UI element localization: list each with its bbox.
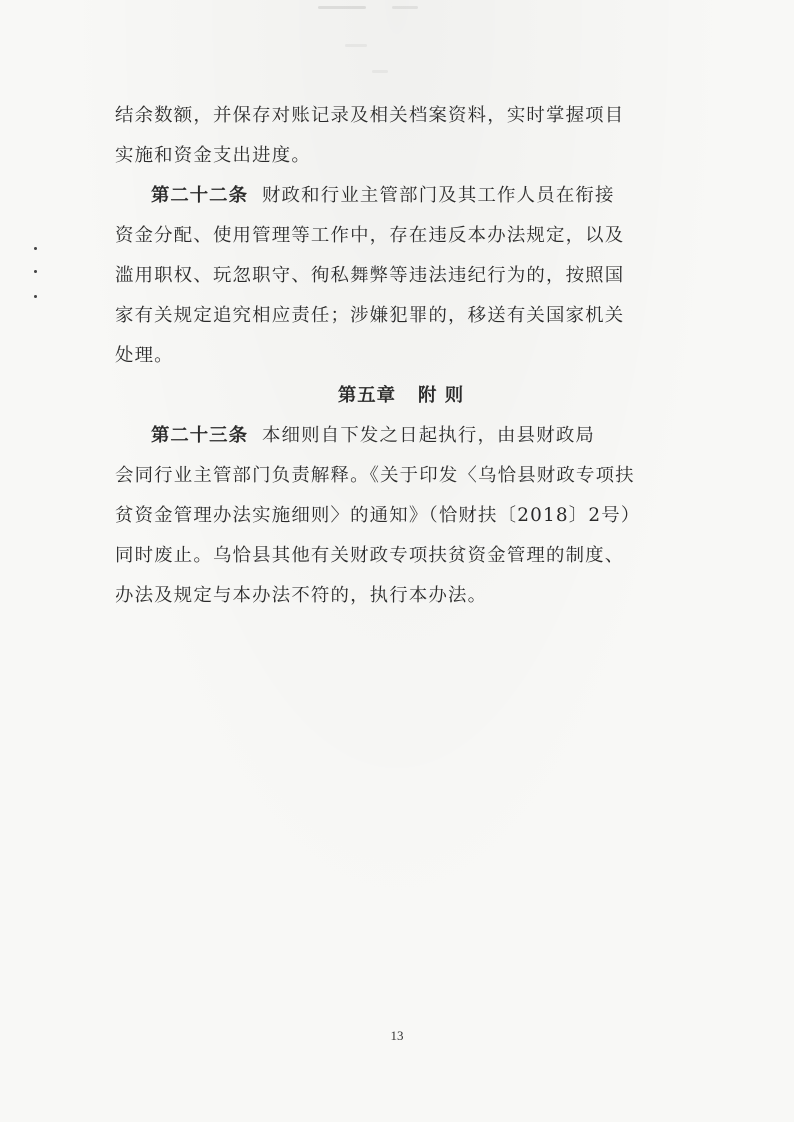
article-23-first-line <box>115 416 687 456</box>
binding-mark <box>34 270 37 273</box>
chapter-heading <box>115 376 687 416</box>
text-line: 贫资金管理办法实施细则〉的通知》（恰财扶〔2018〕2号） <box>115 505 641 526</box>
text-line: 结余数额，并保存对账记录及相关档案资料，实时掌握项目 <box>115 105 625 126</box>
text-line: 财政和行业主管部门及其工作人员在衔接 <box>261 185 615 206</box>
text-line: 家有关规定追究相应责任；涉嫌犯罪的，移送有关国家机关 <box>115 305 625 326</box>
scan-smudge <box>345 44 367 47</box>
chapter-number: 第五章 <box>337 385 396 406</box>
text-line: 本细则自下发之日起执行，由县财政局 <box>261 425 596 446</box>
text-line: 会同行业主管部门负责解释。《关于印发〈乌恰县财政专项扶 <box>115 465 635 486</box>
article-22-number: 第二十二条 <box>151 185 248 206</box>
article-23-number: 第二十三条 <box>151 425 248 446</box>
text-line: 办法及规定与本办法不符的，执行本办法。 <box>115 585 488 606</box>
scan-smudge <box>318 6 366 9</box>
page-number: 13 <box>390 1028 404 1043</box>
document-body <box>115 96 687 616</box>
binding-mark <box>34 295 37 298</box>
scan-smudge <box>392 6 418 9</box>
text-line: 资金分配、使用管理等工作中，存在违反本办法规定，以及 <box>115 225 625 246</box>
text-line: 处理。 <box>115 345 174 366</box>
text-line: 滥用职权、玩忽职守、徇私舞弊等违法违纪行为的，按照国 <box>115 265 625 286</box>
scan-smudge <box>372 70 388 73</box>
chapter-title: 附 则 <box>418 385 465 406</box>
binding-mark <box>34 247 37 250</box>
text-line: 同时废止。乌恰县其他有关财政专项扶贫资金管理的制度、 <box>115 545 625 566</box>
article-22-first-line <box>115 176 687 216</box>
text-line: 实施和资金支出进度。 <box>115 145 311 166</box>
